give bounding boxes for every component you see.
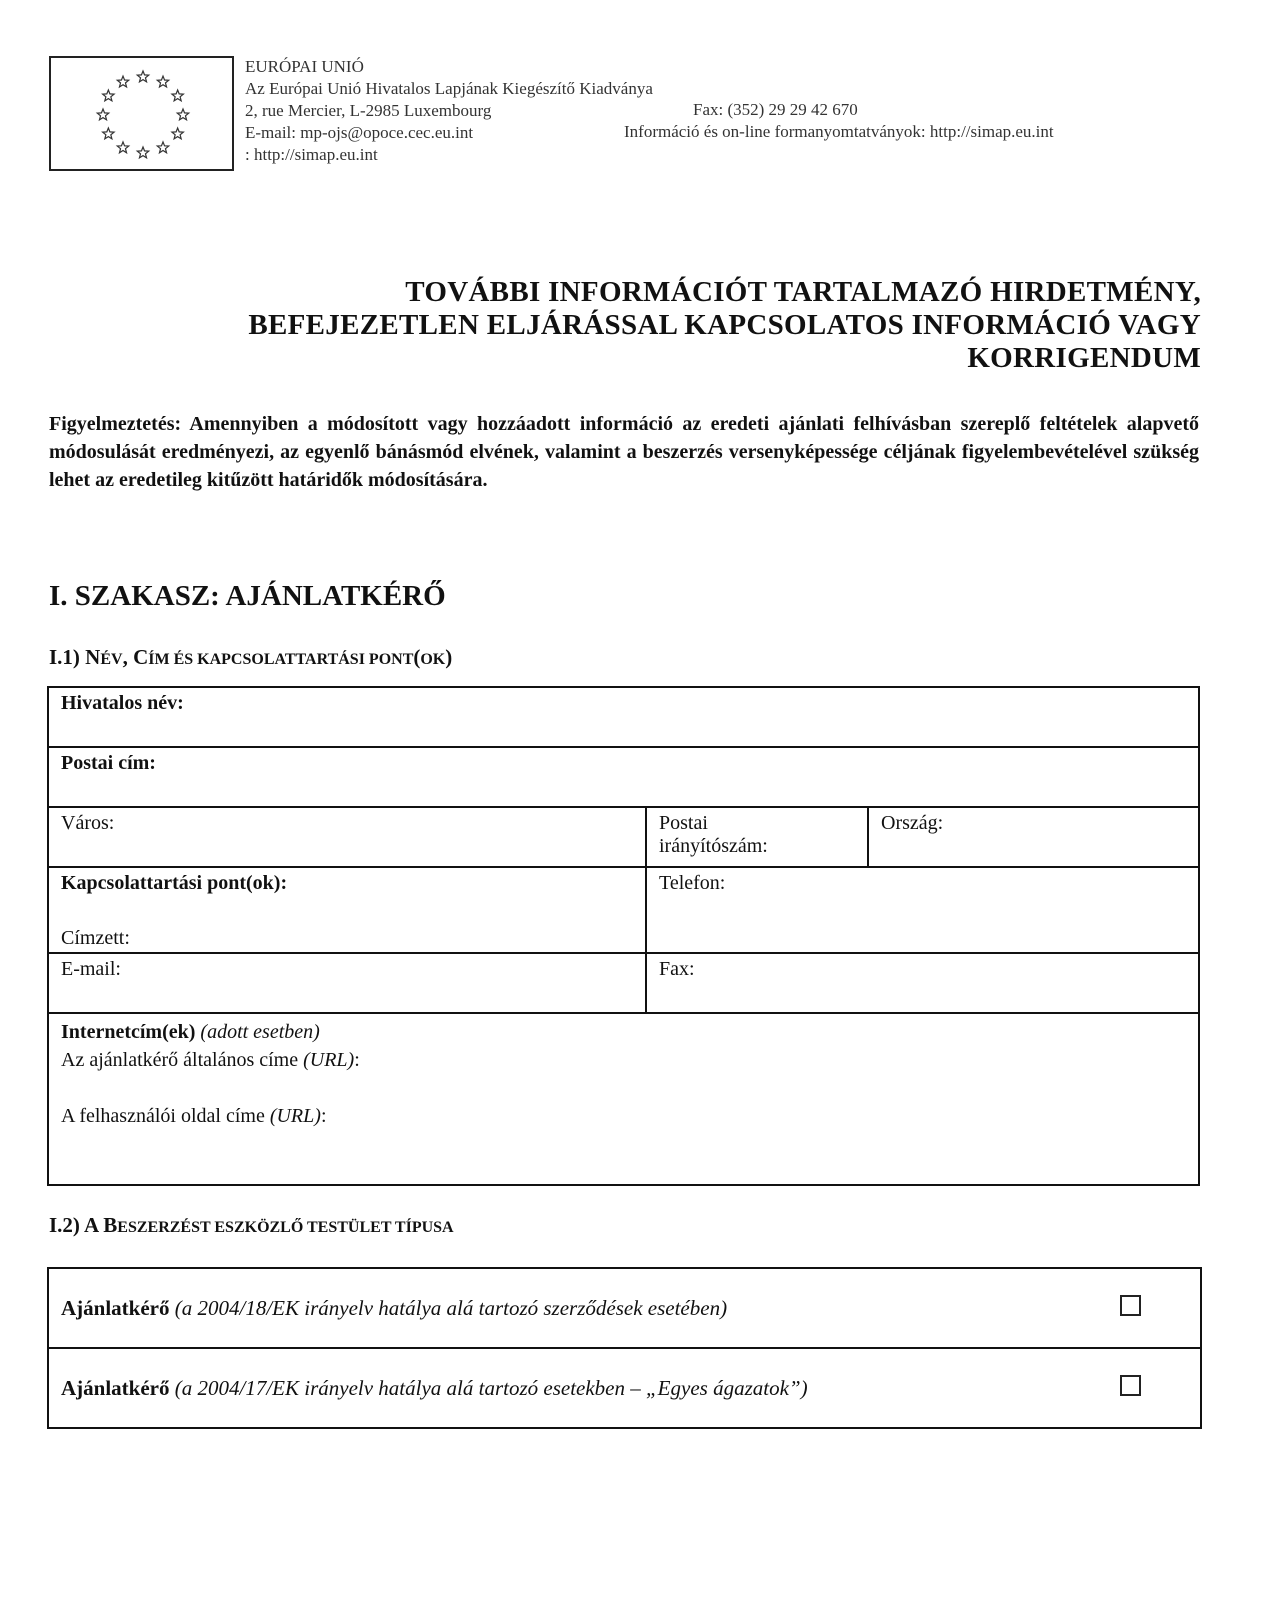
authority-type-checkbox-cell bbox=[1086, 1348, 1201, 1428]
star-icon bbox=[172, 90, 183, 101]
country-label: Ország: bbox=[881, 812, 944, 834]
buyer-url-row bbox=[61, 1102, 1186, 1130]
internet-label: Internetcím(ek) bbox=[61, 1021, 196, 1043]
authority-type-checkbox[interactable] bbox=[1120, 1295, 1141, 1316]
sub1-prefix: I.1) N bbox=[49, 645, 101, 669]
city-label: Város: bbox=[61, 812, 115, 834]
postal-code-label-1: Postai bbox=[659, 812, 708, 834]
authority-type-row bbox=[48, 1268, 1201, 1348]
star-icon bbox=[137, 71, 148, 82]
title-line-2: BEFEJEZETLEN ELJÁRÁSSAL KAPCSOLATOS INFORMÁCIÓ VAGY bbox=[248, 309, 1201, 341]
star-icon bbox=[137, 147, 148, 158]
supplement-name: Az Európai Unió Hivatalos Lapjának Kiegészítő Kiadványa bbox=[245, 79, 653, 98]
authority-type-table bbox=[47, 1267, 1202, 1429]
org-name: EURÓPAI UNIÓ bbox=[245, 57, 364, 76]
eu-logo bbox=[49, 56, 234, 171]
attention-label: Címzett: bbox=[61, 927, 130, 949]
subsection-1-heading bbox=[49, 645, 452, 670]
notice-title bbox=[248, 276, 1201, 375]
internet-addresses-field[interactable] bbox=[48, 1013, 1199, 1185]
fax-label: Fax: bbox=[659, 958, 695, 980]
sub1-conn1: , C bbox=[122, 645, 149, 669]
email-label: E-mail: bbox=[61, 958, 121, 980]
sub1-part3: OK bbox=[420, 651, 446, 668]
fax-field[interactable] bbox=[646, 953, 1199, 1013]
authority-type-checkbox[interactable] bbox=[1120, 1375, 1141, 1396]
authority-type-label: Ajánlatkérő bbox=[61, 1295, 170, 1320]
internet-heading bbox=[61, 1018, 1186, 1046]
city-field[interactable] bbox=[48, 807, 646, 867]
sub1-part1: ÉV bbox=[100, 651, 123, 668]
star-icon bbox=[157, 142, 168, 153]
postal-code-field[interactable] bbox=[646, 807, 868, 867]
sub2-prefix: I.2) A B bbox=[49, 1213, 118, 1237]
general-url-label: Az ajánlatkérő általános címe bbox=[61, 1049, 299, 1071]
authority-type-note: (a 2004/17/EK irányelv hatálya alá tartozó esetekben – „Egyes ágazatok”) bbox=[174, 1375, 808, 1400]
contact-form bbox=[47, 686, 1200, 1186]
buyer-url-note: (URL) bbox=[269, 1105, 321, 1127]
star-icon bbox=[177, 109, 188, 120]
contact-points-field[interactable] bbox=[48, 867, 646, 953]
authority-type-text bbox=[48, 1348, 1086, 1428]
sub1-part2: ÍM ÉS KAPCSOLATTARTÁSI PONT bbox=[148, 651, 414, 668]
section-title: I. SZAKASZ: AJÁNLATKÉRŐ bbox=[49, 580, 446, 612]
star-icon bbox=[117, 76, 128, 87]
country-field[interactable] bbox=[868, 807, 1199, 867]
sub2-part1: ESZERZÉST ESZKÖZLŐ TESTÜLET TÍPUSA bbox=[117, 1219, 454, 1236]
star-icon bbox=[97, 109, 108, 120]
sub1-conn2: ( bbox=[413, 645, 421, 669]
general-url-row bbox=[61, 1046, 1186, 1074]
sub1-conn3: ) bbox=[445, 645, 453, 669]
info-link: Információ és on-line formanyomtatványok: http://simap.eu.int bbox=[624, 122, 1054, 141]
authority-type-row bbox=[48, 1348, 1201, 1428]
subsection-2-heading bbox=[49, 1213, 454, 1238]
email-field[interactable] bbox=[48, 953, 646, 1013]
official-name-field[interactable] bbox=[48, 687, 1199, 747]
star-icon bbox=[172, 128, 183, 139]
postal-address-field[interactable] bbox=[48, 747, 1199, 807]
website: : http://simap.eu.int bbox=[245, 145, 378, 164]
authority-type-text bbox=[48, 1268, 1086, 1348]
internet-note: (adott esetben) bbox=[200, 1021, 320, 1043]
email: E-mail: mp-ojs@opoce.cec.eu.int bbox=[245, 123, 474, 142]
publisher-header bbox=[245, 56, 653, 166]
star-icon bbox=[157, 76, 168, 87]
telephone-field[interactable] bbox=[646, 867, 1199, 953]
warning-paragraph: Figyelmeztetés: Amennyiben a módosított vagy hozzáadott információ az eredeti ajánlati felhívásban szereplő feltételek alapvető módosulását eredményezi, az egyenlő bánásmód elvének, valamint a beszerzés versenyképessége céljának figyelembevételével szükség lehet az eredetileg kitűzött határidők módosítására. bbox=[49, 413, 1199, 491]
postal-code-label-2: irányítószám: bbox=[659, 835, 768, 857]
authority-type-checkbox-cell bbox=[1086, 1268, 1201, 1348]
official-name-label: Hivatalos név: bbox=[61, 692, 184, 714]
general-url-note: (URL) bbox=[303, 1049, 355, 1071]
authority-type-label: Ajánlatkérő bbox=[61, 1375, 170, 1400]
authority-type-note: (a 2004/18/EK irányelv hatálya alá tartozó szerződések esetében) bbox=[174, 1295, 728, 1320]
buyer-url-colon: : bbox=[320, 1105, 327, 1127]
telephone-label: Telefon: bbox=[659, 872, 726, 894]
buyer-url-label: A felhasználói oldal címe bbox=[61, 1105, 265, 1127]
postal-address-label: Postai cím: bbox=[61, 752, 156, 774]
address: 2, rue Mercier, L-2985 Luxembourg bbox=[245, 101, 492, 120]
star-icon bbox=[103, 128, 114, 139]
general-url-colon: : bbox=[354, 1049, 360, 1071]
title-line-1: TOVÁBBI INFORMÁCIÓT TARTALMAZÓ HIRDETMÉNY, bbox=[405, 276, 1201, 308]
fax-number: Fax: (352) 29 29 42 670 bbox=[693, 100, 858, 119]
contact-points-label: Kapcsolattartási pont(ok): bbox=[61, 872, 288, 894]
eu-stars-icon bbox=[51, 58, 236, 173]
star-icon bbox=[117, 142, 128, 153]
title-line-3: KORRIGENDUM bbox=[967, 342, 1201, 374]
star-icon bbox=[103, 90, 114, 101]
